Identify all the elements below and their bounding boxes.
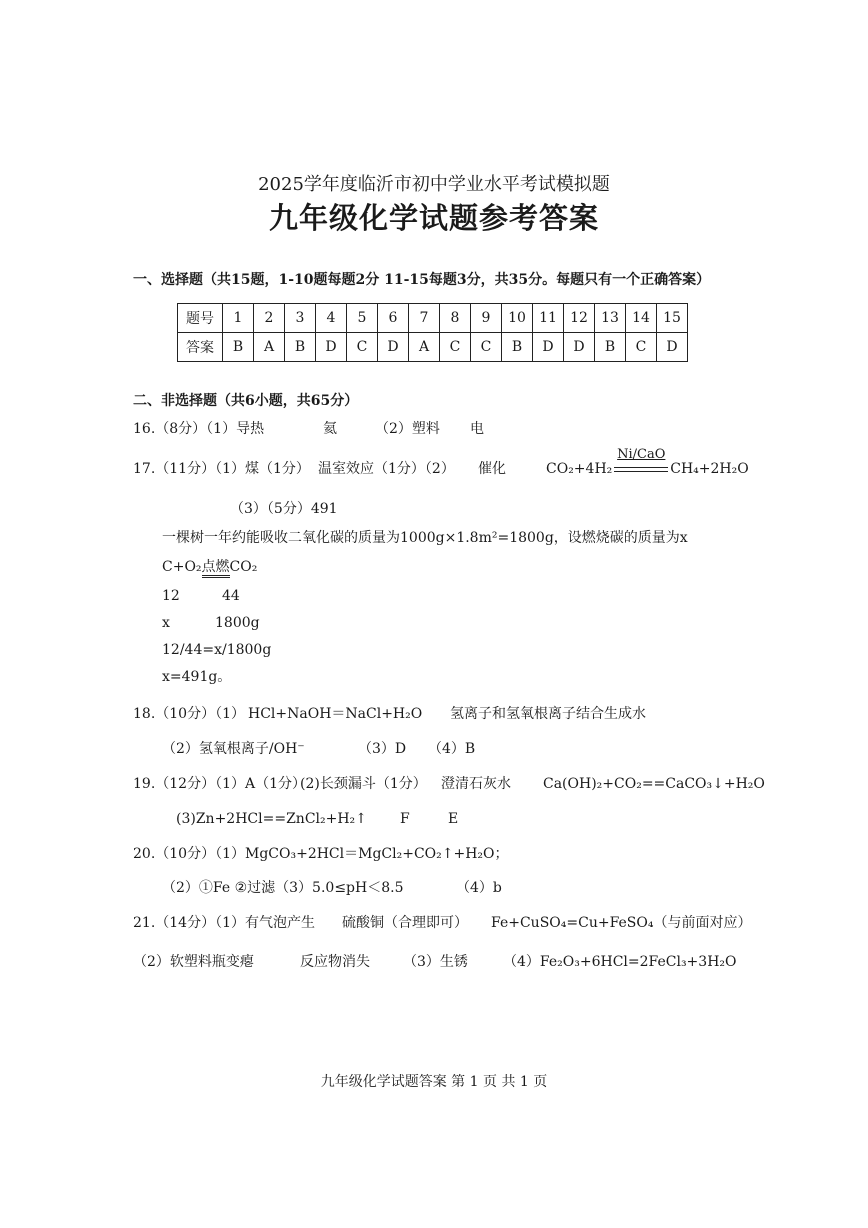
q19-line2-c: E: [448, 811, 459, 827]
q21-line2-a: （2）软塑料瓶变瘪: [133, 954, 254, 970]
q17-calc-line2: [162, 558, 257, 576]
answer-cell: C: [440, 333, 471, 362]
q18-line2-b: （3）D: [358, 741, 407, 757]
q20-lead: 20.（10分）（1）MgCO₃+2HCl＝MgCl₂+CO₂↑+H₂O；: [133, 846, 509, 862]
q18-line2-c: （4）B: [428, 741, 476, 757]
q17-eq-condition: Ni/CaO: [617, 447, 666, 462]
answer-cell: B: [595, 333, 626, 362]
q17-proportion: 12/44=x/1800g: [162, 642, 272, 658]
q19-line2-a: (3)Zn+2HCl==ZnCl₂+H₂↑: [176, 811, 367, 827]
question-number-cell: 9: [471, 304, 502, 333]
q17-unknown-b: 1800g: [215, 615, 260, 631]
answer-key-title: 九年级化学试题参考答案: [268, 201, 599, 235]
answer-cell: B: [223, 333, 254, 362]
question-number-cell: 4: [316, 304, 347, 333]
q17-eq-left: CO₂+4H₂: [546, 461, 613, 477]
q18-a: 氢离子和氢氧根离子结合生成水: [450, 706, 646, 722]
answer-cell: D: [657, 333, 688, 362]
answer-cell: D: [564, 333, 595, 362]
question-number-cell: 1: [223, 304, 254, 333]
reaction-equals-sign: [614, 467, 668, 472]
answer-cell: B: [285, 333, 316, 362]
q16-c: 电: [470, 421, 484, 437]
answer-cell: A: [254, 333, 285, 362]
answer-table: [177, 303, 688, 362]
question-number-cell: 2: [254, 304, 285, 333]
q17-eq-right: CH₄+2H₂O: [670, 461, 749, 477]
answer-cell: D: [533, 333, 564, 362]
q18-equation: HCl+NaOH＝NaCl+H₂O: [248, 706, 423, 722]
question-number-cell: 11: [533, 304, 564, 333]
table-header-answer: 答案: [178, 333, 223, 362]
q17-unknown-a: x: [162, 615, 170, 631]
q17-result: x=491g。: [162, 669, 232, 685]
q20-line2-b: （4）b: [456, 880, 502, 896]
q17-ratio-b: 44: [222, 588, 240, 604]
q16-a: 氦: [323, 421, 337, 437]
q21-a: 硫酸铜（合理即可）: [342, 915, 468, 931]
table-header-number: 题号: [178, 304, 223, 333]
q21-lead: 21.（14分）（1）有气泡产生: [133, 915, 315, 931]
q19-b: 澄清石灰水: [441, 776, 511, 792]
page-footer: 九年级化学试题答案 第 1 页 共 1 页: [320, 1074, 548, 1090]
question-number-cell: 10: [502, 304, 533, 333]
question-number-cell: 5: [347, 304, 378, 333]
q17-calc-left: C+O₂: [162, 559, 202, 575]
question-number-cell: 8: [440, 304, 471, 333]
q17-b: 催化: [478, 461, 506, 477]
q17-calc-line1: 一棵树一年约能吸收二氧化碳的质量为1000g×1.8m²=1800g，设燃烧碳的质量为x: [162, 530, 688, 546]
section1-heading: 一、选择题（共15题，1-10题每题2分 11-15每题3分，共35分。每题只有一个正确答案）: [133, 272, 711, 288]
q17-part3: （3）（5分）491: [230, 501, 338, 517]
q21-b: Fe+CuSO₄=Cu+FeSO₄（与前面对应）: [491, 915, 752, 931]
section2-heading: 二、非选择题（共6小题，共65分）: [133, 393, 359, 409]
q19-c: Ca(OH)₂+CO₂==CaCO₃↓+H₂O: [543, 776, 765, 792]
q21-line2-b: 反应物消失: [300, 954, 370, 970]
question-number-cell: 3: [285, 304, 316, 333]
answer-cell: C: [471, 333, 502, 362]
q19-line2-b: F: [400, 811, 410, 827]
answer-cell: C: [626, 333, 657, 362]
q17-lead: 17.（11分）（1）煤（1分）: [133, 461, 310, 477]
question-number-cell: 15: [657, 304, 688, 333]
question-number-cell: 13: [595, 304, 626, 333]
question-number-cell: 12: [564, 304, 595, 333]
q21-line2-d: （4）Fe₂O₃+6HCl=2FeCl₃+3H₂O: [503, 954, 737, 970]
q17-calc-condition: 点燃: [202, 559, 230, 578]
q21-line2-c: （3）生锈: [403, 954, 468, 970]
q19-a: (2)长颈漏斗（1分）: [300, 776, 427, 792]
q16-b: （2）塑料: [375, 421, 440, 437]
q18-line2-a: （2）氢氧根离子/OH⁻: [162, 741, 305, 757]
question-number-cell: 6: [378, 304, 409, 333]
q20-line2-a: （2）①Fe ②过滤（3）5.0≤pH＜8.5: [162, 880, 404, 896]
question-number-cell: 7: [409, 304, 440, 333]
q17-calc-right: CO₂: [229, 559, 258, 575]
answer-cell: A: [409, 333, 440, 362]
q17-equation: [546, 447, 749, 478]
q16-lead: 16.（8分）（1）导热: [133, 421, 265, 437]
q19-lead: 19.（12分）（1）A（1分）: [133, 776, 307, 792]
question-number-cell: 14: [626, 304, 657, 333]
answer-cell: D: [378, 333, 409, 362]
answer-cell: B: [502, 333, 533, 362]
q17-ratio-a: 12: [162, 588, 180, 604]
exam-title: 2025学年度临沂市初中学业水平考试模拟题: [258, 174, 610, 195]
q17-a: 温室效应（1分）（2）: [318, 461, 455, 477]
answer-cell: D: [316, 333, 347, 362]
q18-lead: 18.（10分）（1）: [133, 706, 245, 722]
answer-cell: C: [347, 333, 378, 362]
